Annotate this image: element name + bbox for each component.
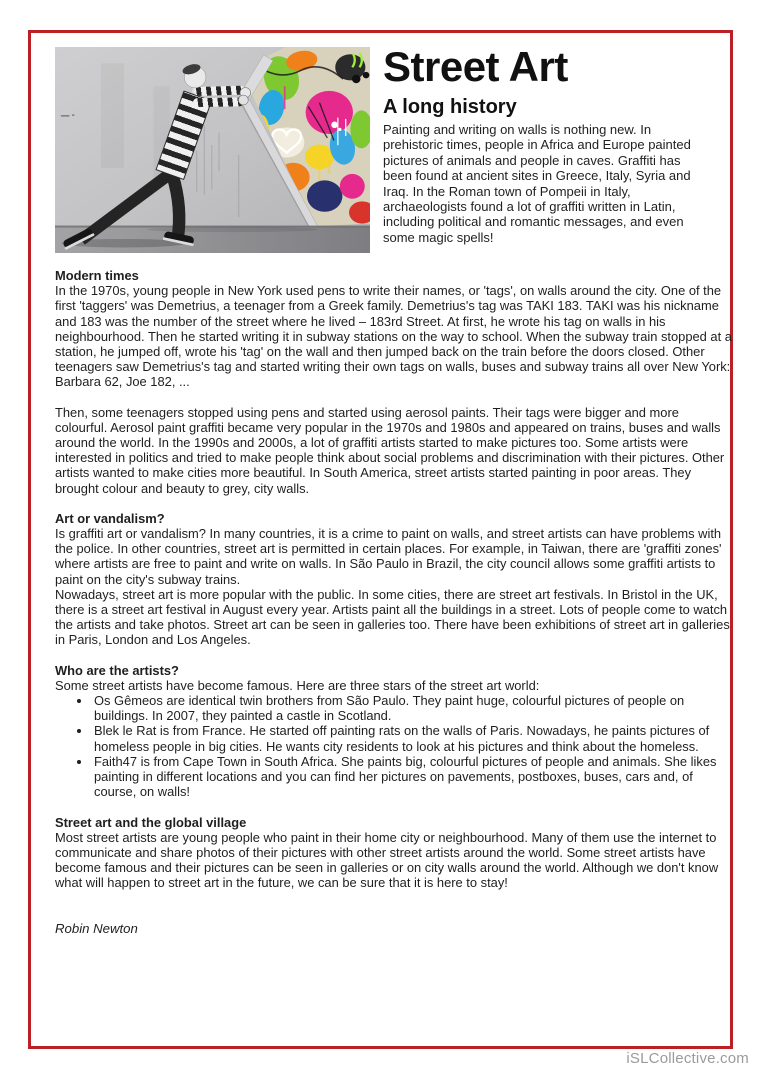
- islcollective-watermark: iSLCollective.com: [626, 1050, 749, 1067]
- header-row: [55, 44, 732, 253]
- section-who-are-the-artists: [55, 663, 732, 800]
- section-heading-global-village: Street art and the global village: [55, 814, 247, 830]
- intro-column: [383, 44, 732, 253]
- section-heading-modern-times: Modern times: [55, 268, 139, 283]
- paragraph-art-or-vandalism-1: Is graffiti art or vandalism? In many countries, it is a crime to paint on walls, and street artists can have problems with the police. In other countries, street art is permitted in certain places. For example, in Taiwan, there are 'graffiti zones' where artists are free to paint and write on walls. In São Paulo in Brazil, the city council allows some graffiti artists to paint on the city's subway trains.: [55, 526, 722, 587]
- street-art-hero-image: [55, 47, 370, 253]
- section-heading-long-history: A long history: [383, 96, 517, 118]
- artists-bullet-list: [55, 693, 732, 799]
- section-heading-art-or-vandalism: Art or vandalism?: [55, 510, 165, 526]
- list-item-os-gemeos: • Os Gêmeos are identical twin brothers from São Paulo. They paint huge, colourful pictures of people on buildings. In 2007, they painted a castle in Scotland.: [92, 693, 732, 723]
- section-heading-who-are-the-artists: Who are the artists?: [55, 662, 179, 678]
- paragraph-artists-intro: Some street artists have become famous. Here are three stars of the street art world:: [55, 677, 540, 693]
- worksheet-content: [55, 44, 732, 936]
- section-art-or-vandalism: [55, 511, 732, 648]
- paragraph-modern-times-1: In the 1970s, young people in New York used pens to write their names, or 'tags', on walls around the city. One of the first 'taggers' was Demetrius, a teenager from a Greek family. Demetrius's tag was TAKI 183. TAKI was his nickname and 183 was the number of the street where he lived – 183rd Street. At first, he wrote his tag on walls in his neighbourhood. Then he started writing it in subway stations on the way to school. When the subway train stopped at a station, he jumped off, wrote his 'tag' on the wall and then jumped back on the train before the doors closed. Other teenagers saw Demetrius's tag and started writing their own tags on walls, buses and subway trains all over New York: Barbara 62, Joe 182, ...: [55, 283, 732, 390]
- list-item-blek-le-rat: • Blek le Rat is from France. He started off painting rats on the walls of Paris. Nowadays, he paints pictures of homeless people in big cities. He wants city residents to look at his pictures and think about the homeless.: [92, 723, 732, 753]
- paragraph-global-village: Most street artists are young people who paint in their home city or neighbourhood. Many of them use the internet to communicate and share photos of their pictures with other street artists around the world. Some street artists have become famous and their pictures can be seen in galleries or on city walls around the world. Although we don't know what will happen to street art in the future, we can be sure that it is here to stay!: [55, 829, 719, 891]
- list-item-faith47: • Faith47 is from Cape Town in South Africa. She paints big, colourful pictures of people and animals. She likes painting in different locations and you can find her pictures on pavements, postboxes, buses, cars and, of course, on walls!: [92, 754, 732, 800]
- author-signature: Robin Newton: [55, 920, 138, 936]
- paragraph-long-history: Painting and writing on walls is nothing new. In prehistoric times, people in Africa and Europe painted pictures of animals and people in caves. Graffiti has been found at ancient sites in Greece, Italy, Syria and Iraq. In the Roman town of Pompeii in Italy, archaeologists found a lot of graffiti written in Latin, including political and romantic messages, and even some magic spells!: [383, 122, 691, 245]
- page-title: Street Art: [383, 43, 568, 90]
- section-global-village: [55, 815, 732, 891]
- street-art-illustration: [55, 47, 370, 253]
- section-modern-times: [55, 268, 732, 496]
- paragraph-art-or-vandalism-2: Nowadays, street art is more popular with the public. In some cities, there are street art festivals. In Bristol in the UK, there is a street art festival in August every year. Artists paint all the buildings in a street. Lots of people come to watch the artists and take photos. Street art can be seen in galleries too. There have been exhibitions of street art in galleries in Paris, London and Los Angeles.: [55, 586, 730, 648]
- paragraph-modern-times-2: Then, some teenagers stopped using pens and started using aerosol paints. Their tags were bigger and more colourful. Aerosol paint graffiti became very popular in the 1970s and 1980s and appeared on trains, buses and walls around the world. In the 1990s and 2000s, a lot of graffiti artists started to make pictures too. Some artists were interested in politics and tried to make people think about social problems and discrimination with their pictures. Other artists wanted to make cities more beautiful. In South America, street artists started painting in poor areas. They brought colour and beauty to grey, city walls.: [55, 404, 725, 496]
- paragraph-spacer: [55, 390, 732, 405]
